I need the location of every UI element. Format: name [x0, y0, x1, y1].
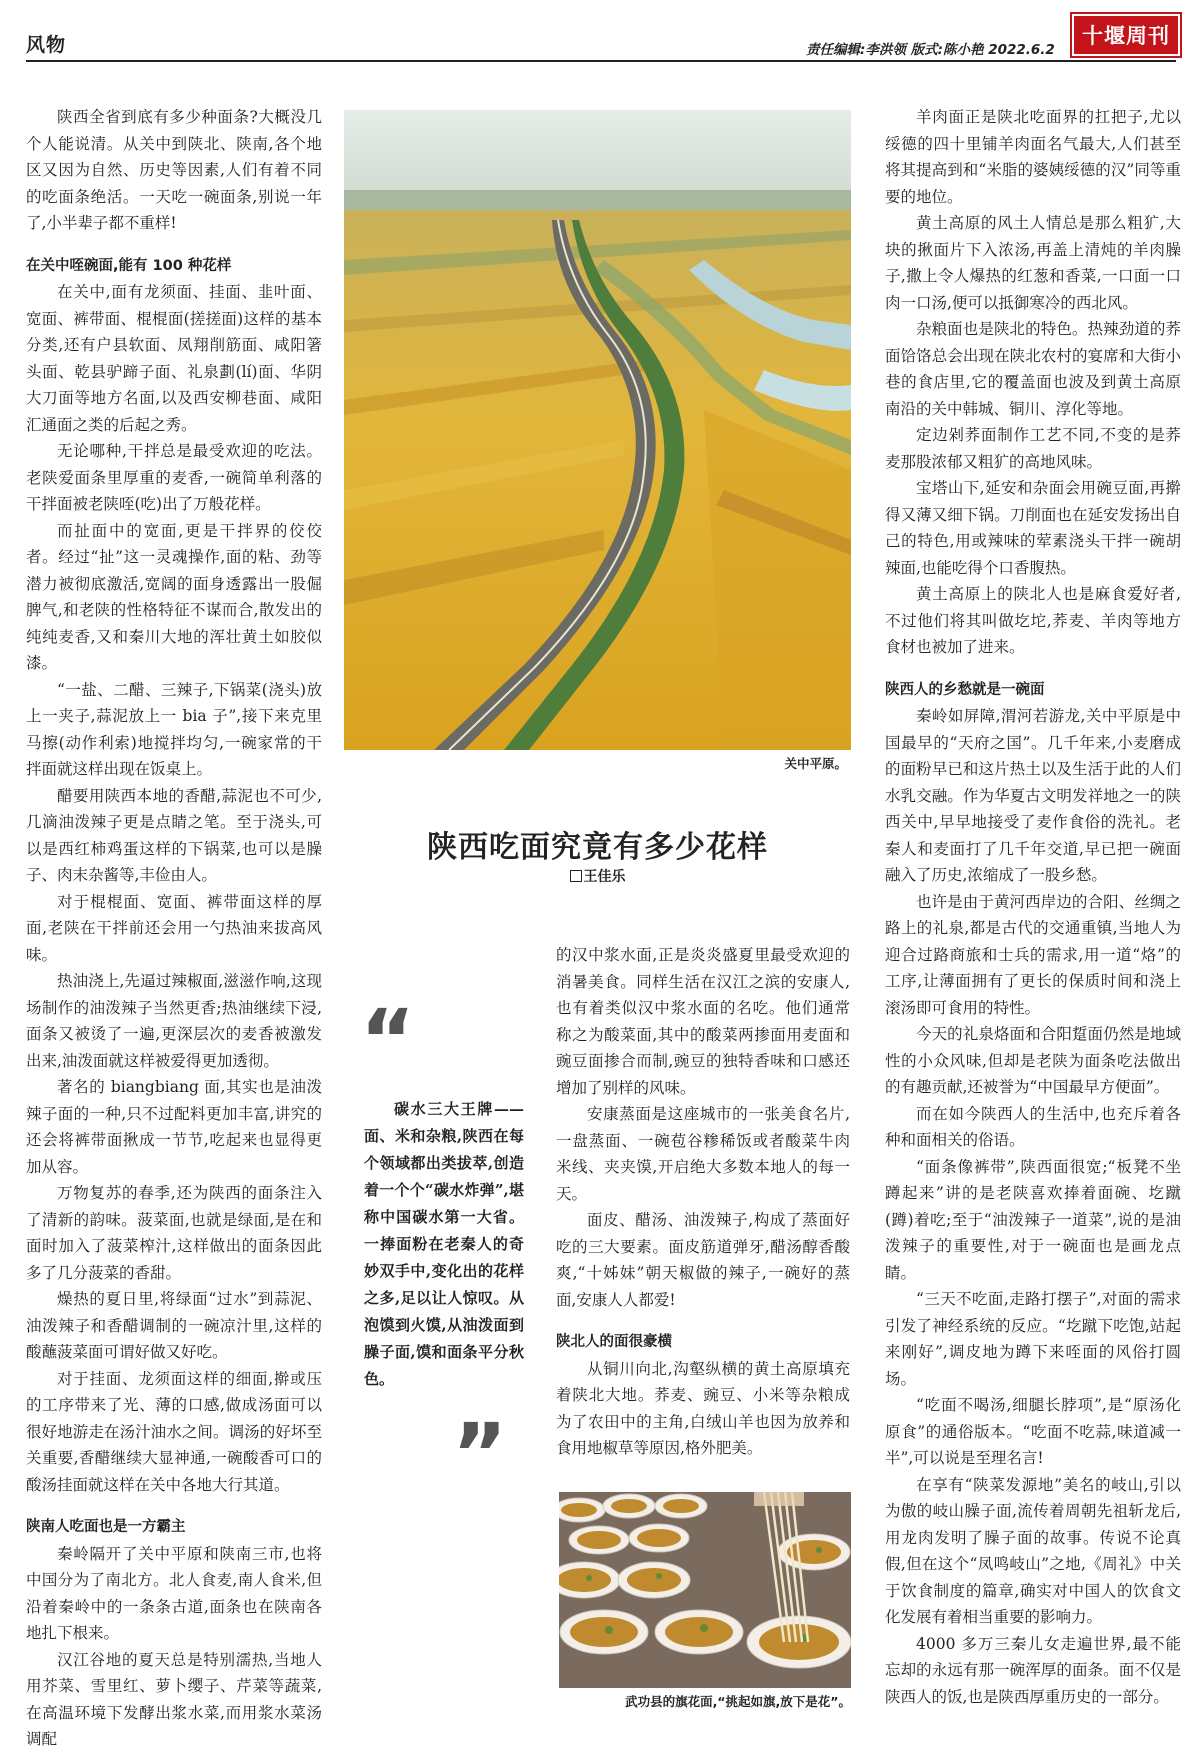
paragraph: 醋要用陕西本地的香醋,蒜泥也不可少,几滴油泼辣子更是点睛之笔。至于浇头,可以是西红柿鸡蛋这样的下锅菜,也可以是臊子、肉末杂酱等,丰俭由人。 [26, 786, 322, 884]
guanzhong-plain-photo [344, 110, 851, 750]
pull-quote-text: 碳水三大王牌——面、米和杂粮,陕西在每个领域都出类拔萃,创造着一个个“碳水炸弹”,堪称中国碳水第一大省。一捧面粉在老秦人的奇妙双手中,变化出的花样之多,足以让人惊叹。从泡馍到火馍,从油泼面到臊子面,馍和面条平分秋色。 [364, 1100, 524, 1388]
paragraph: 万物复苏的春季,还为陕西的面条注入了清新的韵味。菠菜面,也就是绿面,是在和面时加入了菠菜榨汁,这样做出的面条因此多了几分菠菜的香甜。 [26, 1184, 322, 1282]
paragraph: 陕西全省到底有多少种面条?大概没几个人能说清。从关中到陕北、陕南,各个地区又因为自然、历史等因素,人们有着不同的吃面条绝活。一天吃一碗面条,别说一年了,小半辈子都不重样! [26, 108, 322, 232]
paragraph: “一盐、二醋、三辣子,下锅菜(浇头)放上一夹子,蒜泥放上一 bia 子”,接下来克里马擦(动作利索)地搅拌均匀,一碗家常的干拌面就这样出现在饭桌上。 [26, 680, 322, 778]
column-4 [885, 104, 1181, 1710]
paragraph: 定边剁荞面制作工艺不同,不变的是荞麦那股浓郁又粗犷的高地风味。 [885, 426, 1181, 471]
paragraph: 秦岭如屏障,渭河若游龙,关中平原是中国最早的“天府之国”。几千年来,小麦磨成的面粉早已和这片热土以及生活于此的人们水乳交融。作为华夏古文明发祥地之一的陕西关中,早早地接受了麦作食俗的洗礼。老秦人和麦面打了几千年交道,早已把一碗面融入了历史,浓缩成了一股乡愁。 [885, 707, 1181, 884]
paragraph: 著名的 biangbiang 面,其实也是油泼辣子面的一种,只不过配料更加丰富,讲究的还会将裤带面揪成一节节,吃起来也显得更加从容。 [26, 1078, 322, 1176]
paragraph: 燥热的夏日里,将绿面“过水”到蒜泥、油泼辣子和香醋调制的一碗凉汁里,这样的酸蘸菠菜面可谓好做又好吃。 [26, 1290, 322, 1361]
paragraph: 在关中,面有龙须面、挂面、韭叶面、宽面、裤带面、棍棍面(搓搓面)这样的基本分类,还有户县软面、凤翔削筋面、咸阳箸头面、乾县驴蹄子面、礼泉劃(lí)面、华阴大刀面等地方名面,以及西安柳巷面、咸阳汇通面之类的后起之秀。 [26, 283, 322, 434]
paragraph: 羊肉面正是陕北吃面界的扛把子,尤以绥德的四十里铺羊肉面名气最大,人们甚至将其提高到和“米脂的婆姨绥德的汉”同等重要的地位。 [885, 108, 1181, 206]
paragraph: 而在如今陕西人的生活中,也充斥着各种和面相关的俗语。 [885, 1104, 1181, 1149]
author-name: 王佳乐 [583, 869, 626, 885]
bottom-photo-caption: 武功县的旗花面,“挑起如旗,放下是花”。 [625, 1694, 851, 1709]
close-quote-icon: ” [452, 1405, 508, 1503]
paragraph: “三天不吃面,走路打摆子”,对面的需求引发了神经系统的反应。“圪蹴下吃饱,站起来刚好”,调皮地为蹲下来咥面的风俗打圆场。 [885, 1290, 1181, 1388]
top-photo-caption: 关中平原。 [784, 756, 847, 771]
header-rule [26, 60, 1176, 62]
paragraph: 秦岭隔开了关中平原和陕南三市,也将中国分为了南北方。北人食麦,南人食米,但沿着秦岭中的一条条古道,面条也在陕南各地扎下根来。 [26, 1544, 322, 1642]
paragraph: 黄土高原上的陕北人也是麻食爱好者,不过他们将其叫做圪坨,荞麦、羊肉等地方食材也被加了进来。 [885, 585, 1181, 656]
column-3 [556, 942, 850, 1462]
paragraph: 从铜川向北,沟壑纵横的黄土高原填充着陕北大地。荞麦、豌豆、小米等杂粮成为了农田中的主角,白绒山羊也因为放养和食用地椒草等原因,格外肥美。 [556, 1359, 850, 1457]
paragraph: 宝塔山下,延安和杂面会用碗豆面,再擀得又薄又细下锅。刀削面也在延安发扬出自己的特色,用或辣味的荤素浇头干拌一碗胡辣面,也能吃得个口香腹热。 [885, 479, 1181, 577]
paragraph: 汉江谷地的夏天总是特别濡热,当地人用芥菜、雪里红、萝卜缨子、芹菜等蔬菜,在高温环境下发酵出浆水菜,而用浆水菜汤调配 [26, 1650, 322, 1748]
open-quote-icon: “ [360, 991, 416, 1089]
masthead-logo: 十堰周刊 [1072, 14, 1180, 56]
paragraph: 在享有“陕菜发源地”美名的岐山,引以为傲的岐山臊子面,流传着周朝先祖斩龙后,用龙肉发明了臊子面的故事。传说不论真假,但在这个“凤鸣岐山”之地,《周礼》中关于饮食制度的篇章,确实对中国人的饮食文化发展有着相当重要的影响力。 [885, 1475, 1181, 1626]
subheading: 陕南人吃面也是一方霸主 [26, 1519, 186, 1535]
paragraph: 无论哪种,干拌总是最受欢迎的吃法。老陕爱面条里厚重的麦香,一碗简单利落的干拌面被老陕咥(吃)出了万般花样。 [26, 442, 322, 513]
paragraph: 安康蒸面是这座城市的一张美食名片,一盘蒸面、一碗苞谷糁稀饭或者酸菜牛肉米线、夹夹馍,开启绝大多数本地人的每一天。 [556, 1105, 850, 1203]
paragraph: “面条像裤带”,陕西面很宽;“板凳不坐蹲起来”讲的是老陕喜欢捧着面碗、圪蹴(蹲)着吃;至于“油泼辣子一道菜”,说的是油泼辣子的重要性,对于一碗面也是画龙点睛。 [885, 1157, 1181, 1282]
paragraph: 热油浇上,先逼过辣椒面,滋滋作响,这现场制作的油泼辣子当然更香;热油继续下浸,面条又被烫了一遍,更深层次的麦香被激发出来,油泼面就这样被爱得更加透彻。 [26, 972, 322, 1070]
paragraph: 而扯面中的宽面,更是干拌界的佼佼者。经过“扯”这一灵魂操作,面的粘、劲等潜力被彻底激活,宽阔的面身透露出一股倔脾气,和老陕的性格特征不谋而合,散发出的纯纯麦香,又和秦川大地的浑壮黄土如胶似漆。 [26, 521, 322, 672]
paragraph: 的汉中浆水面,正是炎炎盛夏里最受欢迎的消暑美食。同样生活在汉江之滨的安康人,也有着类似汉中浆水面的名吃。他们通常称之为酸菜面,其中的酸菜两掺面用麦面和豌豆面掺合而制,豌豆的独特香味和口感还增加了别样的风味。 [556, 946, 850, 1097]
paragraph: 面皮、醋汤、油泼辣子,构成了蒸面好吃的三大要素。面皮筋道弹牙,醋汤醇香酸爽,“十姊妹”朝天椒做的辣子,一碗好的蒸面,安康人人都爱! [556, 1211, 850, 1309]
subheading: 陕西人的乡愁就是一碗面 [885, 681, 1045, 698]
paragraph: 对于挂面、龙须面这样的细面,擀或压的工序带来了光、薄的口感,做成汤面可以很好地游走在汤汁油水之间。调汤的好坏至关重要,香醋继续大显神通,一碗酸香可口的酸汤挂面就这样在关中各地大行其道。 [26, 1369, 322, 1494]
paragraph: “吃面不喝汤,细腿长脖项”,是“原汤化原食”的通俗版本。“吃面不吃蒜,味道减一半”,可以说是至理名言! [885, 1396, 1181, 1467]
author-box-icon [570, 870, 582, 882]
paragraph: 黄土高原的风土人情总是那么粗犷,大块的揪面片下入浓汤,再盖上清炖的羊肉臊子,撒上令人爆热的红葱和香菜,一口面一口肉一口汤,便可以抵御寒冷的西北风。 [885, 214, 1181, 312]
paragraph: 对于棍棍面、宽面、裤带面这样的厚面,老陕在干拌前还会用一勺热油来拔高风味。 [26, 892, 322, 964]
subheading: 陕北人的面很豪横 [556, 1334, 672, 1350]
paragraph: 杂粮面也是陕北的特色。热辣劲道的荞面饸饹总会出现在陕北农村的宴席和大街小巷的食店里,它的覆盖面也波及到黄土高原南沿的关中韩城、铜川、淳化等地。 [885, 320, 1181, 418]
paragraph: 也许是由于黄河西岸边的合阳、丝绸之路上的礼泉,都是古代的交通重镇,当地人为迎合过路商旅和士兵的需求,用一道“烙”的工序,让薄面拥有了更长的保质时间和浇上滚汤即可食用的特性。 [885, 892, 1181, 1017]
article-author [344, 866, 851, 886]
section-name: 风物 [26, 34, 67, 56]
article-title: 陕西吃面究竟有多少花样 [427, 830, 768, 865]
column-1 [26, 104, 322, 1753]
qihua-noodle-photo [559, 1492, 851, 1688]
editor-credits: 责任编辑:李洪领 版式:陈小艳 2022.6.2 [806, 42, 1055, 58]
pull-quote [364, 1096, 524, 1393]
paragraph: 今天的礼泉烙面和合阳踅面仍然是地域性的小众风味,但却是老陕为面条吃法做出的有趣贡献,还被誉为“中国最早方便面”。 [885, 1025, 1181, 1096]
paragraph: 4000 多万三秦儿女走遍世界,最不能忘却的永远有那一碗浑厚的面条。面不仅是陕西人的饭,也是陕西厚重历史的一部分。 [885, 1634, 1181, 1706]
subheading: 在关中咥碗面,能有 100 种花样 [26, 257, 232, 274]
page-header [26, 14, 1176, 58]
